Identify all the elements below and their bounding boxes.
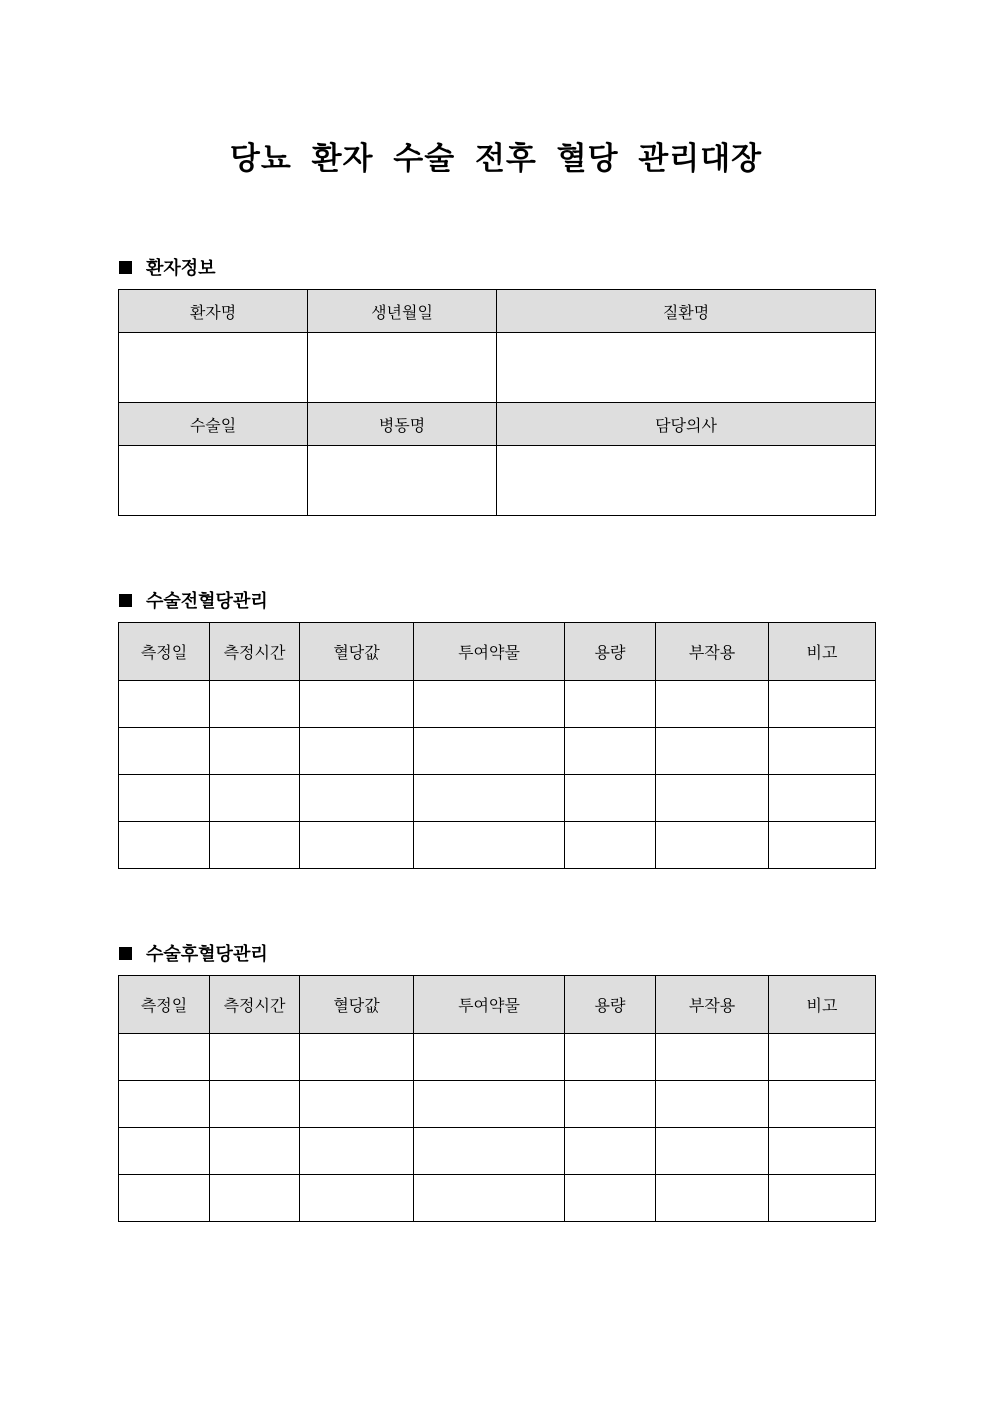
measure-time-cell[interactable] — [210, 775, 300, 822]
header-cell-surgery-date: 수술일 — [119, 403, 308, 446]
dose-cell[interactable] — [565, 1034, 656, 1081]
dose-cell[interactable] — [565, 728, 656, 775]
remarks-cell[interactable] — [769, 822, 876, 869]
dose-cell[interactable] — [565, 1081, 656, 1128]
header-cell-remarks: 비고 — [769, 623, 876, 681]
square-bullet-icon — [119, 594, 132, 607]
header-cell-glucose-value: 혈당값 — [300, 623, 414, 681]
table-row — [119, 1175, 876, 1222]
remarks-cell[interactable] — [769, 1034, 876, 1081]
measure-time-cell[interactable] — [210, 728, 300, 775]
glucose-value-cell[interactable] — [300, 1128, 414, 1175]
table-header-row — [119, 976, 876, 1034]
glucose-value-cell[interactable] — [300, 775, 414, 822]
patient-info-table — [118, 289, 876, 516]
measure-time-cell[interactable] — [210, 1175, 300, 1222]
measure-time-cell[interactable] — [210, 1034, 300, 1081]
remarks-cell[interactable] — [769, 1175, 876, 1222]
header-cell-measure-time: 측정시간 — [210, 623, 300, 681]
table-row — [119, 681, 876, 728]
header-cell-dose: 용량 — [565, 976, 656, 1034]
table-header-row — [119, 290, 876, 333]
medication-cell[interactable] — [414, 822, 565, 869]
table-row — [119, 728, 876, 775]
side-effect-cell[interactable] — [656, 1081, 769, 1128]
remarks-cell[interactable] — [769, 728, 876, 775]
section-heading-patient-info — [119, 254, 216, 280]
side-effect-cell[interactable] — [656, 1034, 769, 1081]
table-header-row — [119, 623, 876, 681]
measure-time-cell[interactable] — [210, 1081, 300, 1128]
header-cell-dose: 용량 — [565, 623, 656, 681]
table-row — [119, 775, 876, 822]
patient-name-field[interactable] — [119, 333, 308, 403]
table-row — [119, 1034, 876, 1081]
section-heading-label: 환자정보 — [146, 258, 216, 279]
measure-date-cell[interactable] — [119, 681, 210, 728]
header-cell-side-effect: 부작용 — [656, 623, 769, 681]
square-bullet-icon — [119, 947, 132, 960]
remarks-cell[interactable] — [769, 1081, 876, 1128]
table-header-row — [119, 403, 876, 446]
measure-date-cell[interactable] — [119, 775, 210, 822]
remarks-cell[interactable] — [769, 775, 876, 822]
table-row — [119, 822, 876, 869]
dose-cell[interactable] — [565, 1175, 656, 1222]
header-cell-birth-date: 생년월일 — [308, 290, 497, 333]
post-op-glucose-table — [118, 975, 876, 1222]
measure-date-cell[interactable] — [119, 1034, 210, 1081]
measure-date-cell[interactable] — [119, 1081, 210, 1128]
ward-name-field[interactable] — [308, 446, 497, 516]
medication-cell[interactable] — [414, 728, 565, 775]
dose-cell[interactable] — [565, 681, 656, 728]
dose-cell[interactable] — [565, 1128, 656, 1175]
table-row — [119, 446, 876, 516]
side-effect-cell[interactable] — [656, 822, 769, 869]
side-effect-cell[interactable] — [656, 728, 769, 775]
measure-date-cell[interactable] — [119, 822, 210, 869]
table-row — [119, 1128, 876, 1175]
section-heading-label: 수술후혈당관리 — [146, 944, 268, 965]
section-heading-label: 수술전혈당관리 — [146, 591, 268, 612]
measure-time-cell[interactable] — [210, 681, 300, 728]
side-effect-cell[interactable] — [656, 681, 769, 728]
side-effect-cell[interactable] — [656, 775, 769, 822]
attending-doctor-field[interactable] — [497, 446, 876, 516]
measure-date-cell[interactable] — [119, 1175, 210, 1222]
measure-date-cell[interactable] — [119, 1128, 210, 1175]
dose-cell[interactable] — [565, 775, 656, 822]
header-cell-side-effect: 부작용 — [656, 976, 769, 1034]
header-cell-glucose-value: 혈당값 — [300, 976, 414, 1034]
measure-date-cell[interactable] — [119, 728, 210, 775]
header-cell-medication: 투여약물 — [414, 976, 565, 1034]
medication-cell[interactable] — [414, 775, 565, 822]
header-cell-remarks: 비고 — [769, 976, 876, 1034]
side-effect-cell[interactable] — [656, 1175, 769, 1222]
header-cell-measure-date: 측정일 — [119, 623, 210, 681]
section-heading-pre-op — [119, 587, 268, 613]
header-cell-ward-name: 병동명 — [308, 403, 497, 446]
glucose-value-cell[interactable] — [300, 822, 414, 869]
side-effect-cell[interactable] — [656, 1128, 769, 1175]
measure-time-cell[interactable] — [210, 1128, 300, 1175]
medication-cell[interactable] — [414, 1175, 565, 1222]
birth-date-field[interactable] — [308, 333, 497, 403]
glucose-value-cell[interactable] — [300, 728, 414, 775]
header-cell-medication: 투여약물 — [414, 623, 565, 681]
square-bullet-icon — [119, 261, 132, 274]
disease-name-field[interactable] — [497, 333, 876, 403]
pre-op-glucose-table — [118, 622, 876, 869]
medication-cell[interactable] — [414, 681, 565, 728]
page-title: 당뇨 환자 수술 전후 혈당 관리대장 — [229, 141, 763, 177]
glucose-value-cell[interactable] — [300, 1034, 414, 1081]
header-cell-measure-date: 측정일 — [119, 976, 210, 1034]
surgery-date-field[interactable] — [119, 446, 308, 516]
table-row — [119, 333, 876, 403]
table-row — [119, 1081, 876, 1128]
measure-time-cell[interactable] — [210, 822, 300, 869]
medication-cell[interactable] — [414, 1128, 565, 1175]
glucose-value-cell[interactable] — [300, 1175, 414, 1222]
remarks-cell[interactable] — [769, 1128, 876, 1175]
header-cell-measure-time: 측정시간 — [210, 976, 300, 1034]
section-heading-post-op — [119, 940, 268, 966]
medication-cell[interactable] — [414, 1034, 565, 1081]
dose-cell[interactable] — [565, 822, 656, 869]
header-cell-patient-name: 환자명 — [119, 290, 308, 333]
glucose-value-cell[interactable] — [300, 1081, 414, 1128]
medication-cell[interactable] — [414, 1081, 565, 1128]
header-cell-attending-doctor: 담당의사 — [497, 403, 876, 446]
glucose-value-cell[interactable] — [300, 681, 414, 728]
remarks-cell[interactable] — [769, 681, 876, 728]
header-cell-disease-name: 질환명 — [497, 290, 876, 333]
